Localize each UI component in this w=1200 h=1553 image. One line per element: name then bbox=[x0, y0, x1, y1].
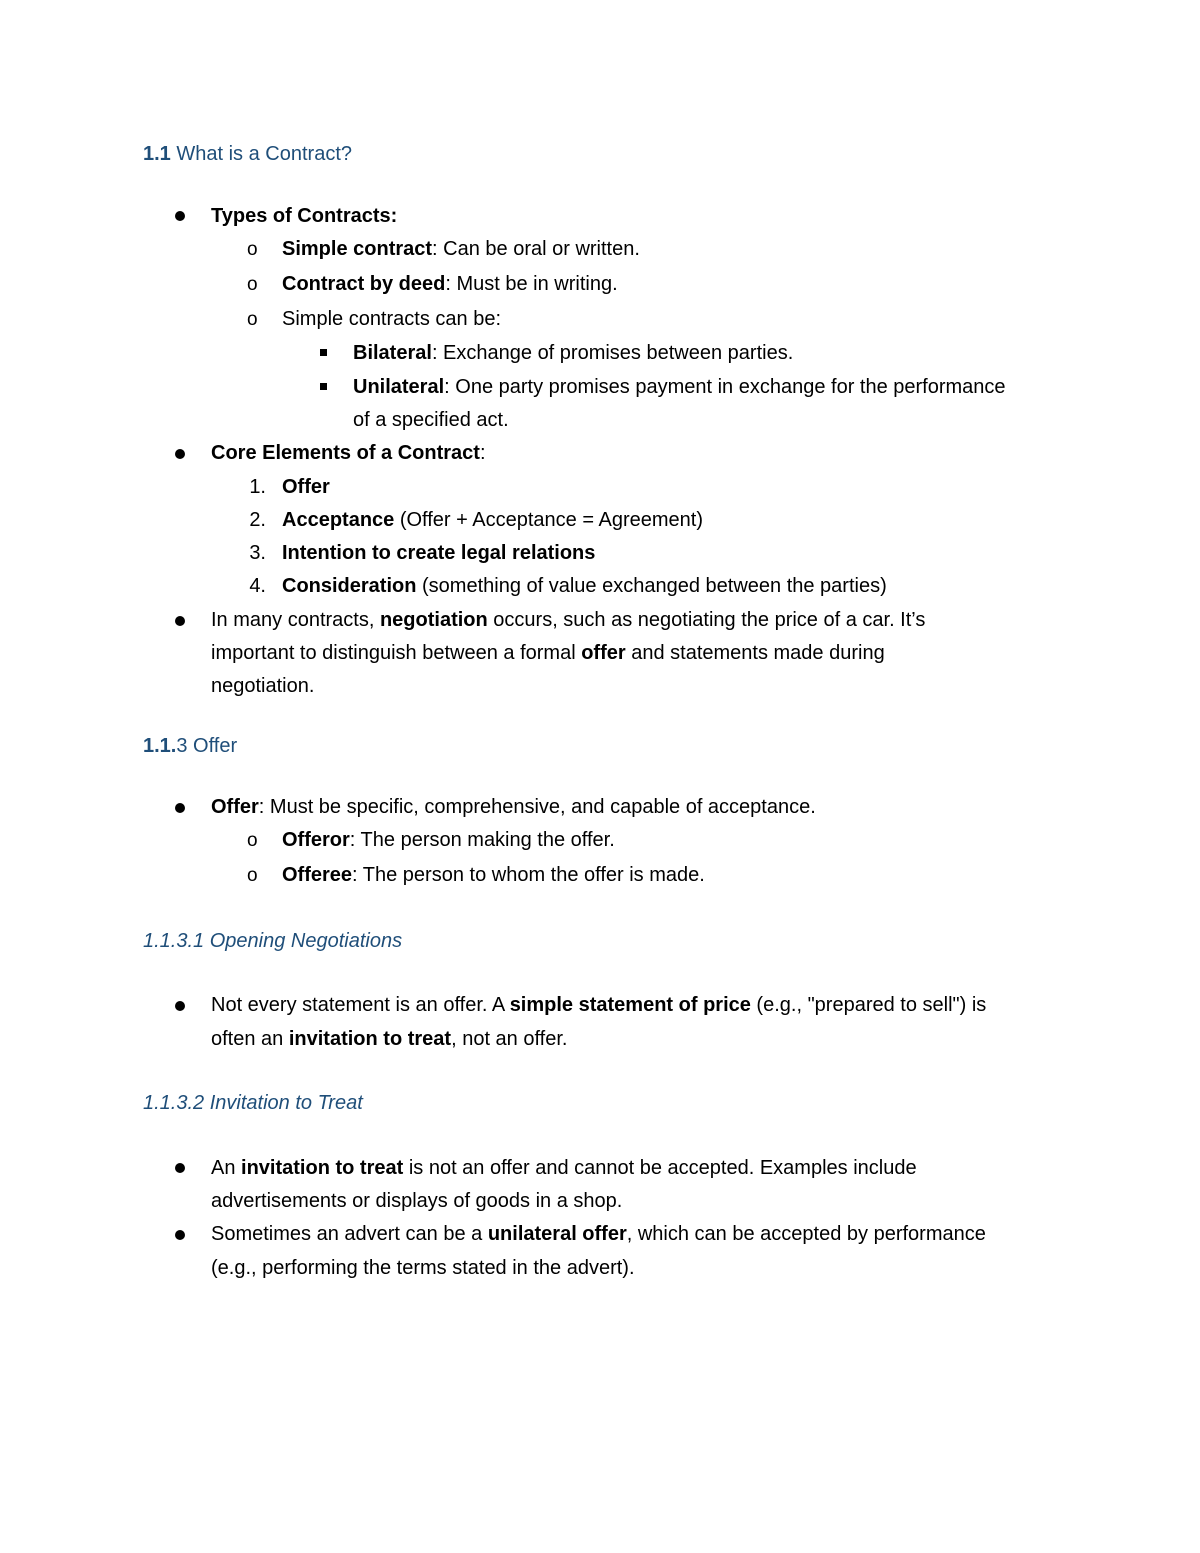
heading-number: 1.1 bbox=[143, 143, 171, 165]
heading-opening-negotiations bbox=[143, 930, 402, 953]
item-text: advertisements or displays of goods in a shop. bbox=[211, 1190, 623, 1212]
item-label: Simple contract bbox=[282, 238, 433, 260]
list-item bbox=[282, 537, 595, 570]
list-item bbox=[353, 371, 1006, 404]
list-item bbox=[282, 268, 618, 301]
item-label: offer bbox=[581, 642, 626, 664]
item-text: often an bbox=[211, 1028, 289, 1050]
item-text: Simple contracts can be: bbox=[282, 308, 501, 330]
item-text: of a specified act. bbox=[353, 409, 509, 431]
list-item bbox=[282, 471, 330, 504]
item-label: Offeree bbox=[282, 864, 353, 886]
item-text: : Must be specific, comprehensive, and capable of acceptance. bbox=[258, 796, 816, 818]
item-label: Core Elements of a Contract bbox=[211, 442, 480, 464]
bullet-icon bbox=[175, 1230, 185, 1240]
list-number: 3. bbox=[249, 542, 266, 564]
item-label: Offer bbox=[211, 796, 259, 818]
heading-number: 1.1.3.2 bbox=[143, 1092, 205, 1114]
bullet-icon bbox=[175, 1001, 185, 1011]
square-bullet-icon bbox=[320, 383, 327, 390]
list-item-continuation bbox=[211, 670, 314, 703]
heading-text: What is a Contract? bbox=[170, 143, 352, 165]
list-item-continuation bbox=[211, 1185, 622, 1218]
item-text: , which can be accepted by performance bbox=[626, 1223, 986, 1245]
item-text: (Offer + Acceptance = Agreement) bbox=[394, 509, 703, 531]
bullet-icon bbox=[175, 211, 185, 221]
list-item bbox=[211, 1152, 917, 1185]
item-text: : The person to whom the offer is made. bbox=[352, 864, 705, 886]
item-label: Acceptance bbox=[282, 509, 395, 531]
list-number: 4. bbox=[249, 575, 266, 597]
item-text: An bbox=[211, 1157, 242, 1179]
item-label: Consideration bbox=[282, 575, 417, 597]
list-item bbox=[211, 604, 925, 637]
heading-text: 3 Offer bbox=[176, 735, 238, 757]
item-label: Intention to create legal relations bbox=[282, 542, 596, 564]
heading-number: 1.1. bbox=[143, 735, 177, 757]
list-item bbox=[211, 200, 397, 233]
item-text: : bbox=[479, 442, 486, 464]
item-text: important to distinguish between a formal bbox=[211, 642, 582, 664]
item-text: : Exchange of promises between parties. bbox=[431, 342, 794, 364]
list-number: 2. bbox=[249, 509, 266, 531]
item-text: In many contracts, bbox=[211, 609, 380, 631]
list-item-continuation bbox=[211, 637, 885, 670]
item-text: Not every statement is an offer. A bbox=[211, 994, 510, 1016]
list-item bbox=[282, 303, 501, 336]
heading-text: Invitation to Treat bbox=[204, 1092, 363, 1114]
item-text: and statements made during bbox=[625, 642, 885, 664]
item-text: is not an offer and cannot be accepted. Examples include bbox=[403, 1157, 917, 1179]
item-text: negotiation. bbox=[211, 675, 315, 697]
item-label: Bilateral bbox=[353, 342, 432, 364]
circle-bullet-icon: o bbox=[247, 274, 258, 295]
item-text: occurs, such as negotiating the price of a car. It’s bbox=[487, 609, 926, 631]
list-item bbox=[282, 233, 640, 266]
bullet-icon bbox=[175, 1163, 185, 1173]
heading-number: 1.1.3.1 bbox=[143, 930, 205, 952]
item-label: Offeror bbox=[282, 829, 350, 851]
list-item bbox=[282, 570, 887, 603]
item-label: simple statement of price bbox=[509, 994, 751, 1016]
list-number: 1. bbox=[249, 476, 266, 498]
bullet-icon bbox=[175, 449, 185, 459]
item-text: : The person making the offer. bbox=[349, 829, 615, 851]
heading-invitation-to-treat bbox=[143, 1092, 363, 1115]
circle-bullet-icon: o bbox=[247, 239, 258, 260]
list-item bbox=[282, 859, 705, 892]
item-label: unilateral offer bbox=[487, 1223, 627, 1245]
item-text: : One party promises payment in exchange for the performance bbox=[444, 376, 1006, 398]
heading-offer bbox=[143, 735, 237, 758]
item-text: , not an offer. bbox=[451, 1028, 568, 1050]
bullet-icon bbox=[175, 616, 185, 626]
item-text: : Can be oral or written. bbox=[432, 238, 640, 260]
item-text: (e.g., "prepared to sell") is bbox=[750, 994, 987, 1016]
item-label: negotiation bbox=[379, 609, 488, 631]
item-label: invitation to treat bbox=[241, 1157, 404, 1179]
item-label: Contract by deed bbox=[282, 273, 446, 295]
bullet-icon bbox=[175, 803, 185, 813]
list-item bbox=[282, 824, 615, 857]
heading-text: Opening Negotiations bbox=[204, 930, 403, 952]
list-item bbox=[211, 437, 486, 470]
item-text: (e.g., performing the terms stated in the advert). bbox=[211, 1257, 635, 1279]
list-item bbox=[211, 791, 816, 824]
item-text: Sometimes an advert can be a bbox=[211, 1223, 488, 1245]
item-label: Types of Contracts: bbox=[211, 205, 398, 227]
circle-bullet-icon: o bbox=[247, 865, 258, 886]
list-item bbox=[211, 989, 986, 1022]
list-item-continuation bbox=[211, 1023, 567, 1056]
list-item bbox=[353, 337, 793, 370]
item-label: Unilateral bbox=[353, 376, 445, 398]
item-label: invitation to treat bbox=[288, 1028, 452, 1050]
list-item-continuation bbox=[211, 1252, 635, 1285]
item-text: : Must be in writing. bbox=[445, 273, 618, 295]
heading-what-is-contract bbox=[143, 143, 352, 166]
item-label: Offer bbox=[282, 476, 330, 498]
circle-bullet-icon: o bbox=[247, 309, 258, 330]
list-item bbox=[211, 1218, 986, 1251]
list-item-continuation bbox=[353, 404, 509, 437]
item-text: (something of value exchanged between the parties) bbox=[416, 575, 887, 597]
circle-bullet-icon: o bbox=[247, 830, 258, 851]
list-item bbox=[282, 504, 703, 537]
square-bullet-icon bbox=[320, 349, 327, 356]
